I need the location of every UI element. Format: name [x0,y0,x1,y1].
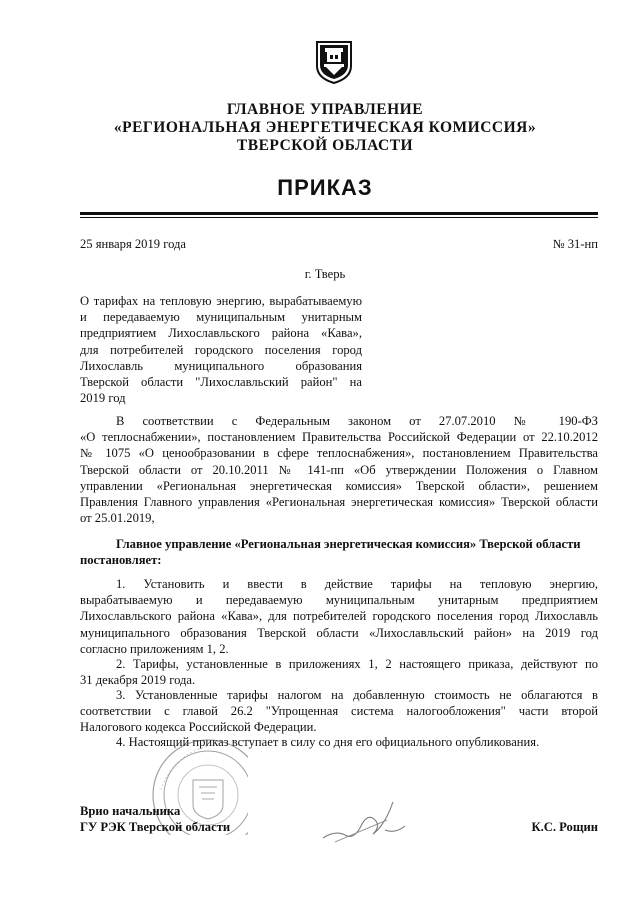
preamble-line: «О теплоснабжении», постановлением Правительства Российской Федерации от 22.10.2012 [80,430,598,445]
item-line: Налогового кодекса Российской Федерации. [80,720,317,735]
order-date: 25 января 2019 года [80,237,187,251]
agency-title-line-2: «РЕГИОНАЛЬНАЯ ЭНЕРГЕТИЧЕСКАЯ КОМИССИЯ» [113,119,537,136]
signatory-position [80,803,230,835]
city: г. Тверь [304,267,346,281]
agency-title-line-3: ТВЕРСКОЙ ОБЛАСТИ [236,137,414,154]
item-line: муниципального образования Тверской области «Лихославльский район» на 2019 год [80,625,598,640]
item-line: вырабатываемую и передаваемую муниципальным унитарным предприятием [80,593,598,608]
subject-line: Тверской области "Лихославльский район" на [80,375,362,390]
subject-line: предприятием Лихославльского района «Кава», [80,326,362,341]
resolution-line: Главное управление «Региональная энергетическая комиссия» Тверской области [116,537,581,551]
header-divider-thin [80,217,598,218]
agency-title-line-1: ГЛАВНОЕ УПРАВЛЕНИЕ [226,101,424,118]
item-line: 1. Установить и ввести в действие тарифы на тепловую энергию, [116,577,598,591]
preamble [80,413,598,526]
item-line: 4. Настоящий приказ вступает в силу со дня его официального опубликования. [116,735,540,749]
preamble-line: Правления Главного управления «Региональная энергетическая комиссия» Тверской области [80,495,598,510]
item-line: 31 декабря 2019 года. [80,673,196,688]
subject-line: для потребителей городского поселения город [80,342,362,357]
order-item-1 [80,576,598,657]
preamble-line: № 1075 «О ценообразовании в сфере теплоснабжения», постановлением Правительства [80,446,598,461]
resolution [80,536,598,568]
signatory-position-line-2: ГУ РЭК Тверской области [80,820,231,835]
document-type-title: ПРИКАЗ [277,175,373,200]
subject-line: и передаваемую муниципальным унитарным [80,310,362,325]
preamble-line: Тверской области от 20.10.2011 № 141-пп «Об утверждении Положения о Главном [80,462,598,477]
item-line: соответствии с главой 26.2 "Упрощенная система налогообложения" части второй [80,704,598,719]
preamble-line: управлении «Региональная энергетическая комиссия» Тверской области», решением [80,478,598,493]
subject-line: Лихославль муниципального образования [80,358,362,373]
subject-block [80,293,362,406]
signatory-name: К.С. Рощин [531,820,598,834]
handwritten-signature [315,790,410,850]
order-number: № 31-нп [552,237,598,251]
item-line: Лихославльского района «Кава», для потребителей городского поселения город Лихославль [80,609,598,624]
item-line: согласно приложениям 1, 2. [80,641,229,656]
tver-coat-of-arms-icon [315,38,353,84]
subject-line: 2019 год [80,391,126,406]
resolution-line: постановляет: [80,553,162,568]
item-line: 2. Тарифы, установленные в приложениях 1, 2 настоящего приказа, действуют по [116,657,598,671]
item-line: 3. Установленные тарифы налогом на добавленную стоимость не облагаются в [116,688,598,702]
order-item-2 [80,656,598,688]
subject-line: О тарифах на тепловую энергию, вырабатываемую [80,294,362,308]
preamble-line: В соответствии с Федеральным законом от 27.07.2010 № 190-ФЗ [116,414,598,428]
order-item-3 [80,687,598,736]
preamble-line: от 25.01.2019, [80,511,155,526]
signatory-position-line-1: Врио начальника [80,804,181,818]
header-divider-thick [80,212,598,215]
